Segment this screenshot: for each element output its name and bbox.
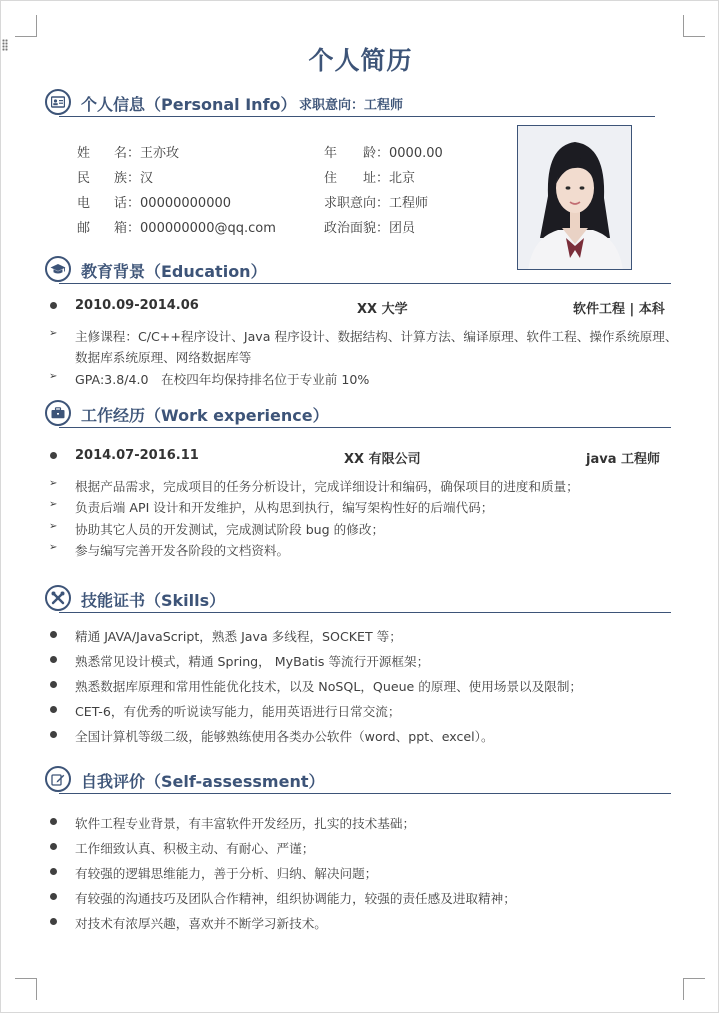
bullet-dot — [50, 631, 57, 638]
tools-icon — [45, 585, 71, 611]
section-title-education: 教育背景（Education） — [81, 262, 267, 281]
info-name: 姓 名：王亦玫 — [77, 146, 180, 161]
education-gpa: GPA:3.8/4.0 在校四年均保持排名位于专业前 10% — [75, 372, 370, 387]
skill-item: 精通 JAVA/JavaScript，熟悉 Java 多线程，SOCKET 等； — [75, 629, 402, 644]
work-item: 负责后端 API 设计和开发维护，从构思到执行，编写架构性好的后端代码； — [75, 500, 494, 515]
info-age: 年 龄：0000.00 — [324, 146, 443, 161]
info-ethnicity: 民 族：汉 — [77, 171, 154, 186]
info-phone: 电 话：00000000000 — [77, 196, 232, 211]
graduation-cap-icon — [45, 256, 71, 282]
education-degree: 软件工程 | 本科 — [573, 302, 665, 317]
work-date: 2014.07-2016.11 — [75, 448, 199, 463]
self-item: 软件工程专业背景，有丰富软件开发经历，扎实的技术基础； — [75, 816, 416, 831]
info-address: 住 址：北京 — [324, 171, 416, 186]
arrow-bullet-icon: ➢ — [49, 328, 58, 339]
bullet-dot — [50, 706, 57, 713]
bullet-dot — [50, 302, 57, 309]
arrow-bullet-icon: ➢ — [49, 371, 58, 382]
bullet-dot — [50, 731, 57, 738]
self-item: 工作细致认真、积极主动、有耐心、严谨； — [75, 841, 315, 856]
margin-corner-top-left — [15, 15, 37, 37]
work-position: java 工程师 — [586, 452, 661, 467]
arrow-bullet-icon: ➢ — [49, 521, 58, 532]
info-job-intent: 求职意向：工程师 — [324, 196, 429, 211]
bullet-dot — [50, 843, 57, 850]
margin-corner-top-right — [683, 15, 705, 37]
edit-icon — [45, 766, 71, 792]
education-date: 2010.09-2014.06 — [75, 298, 199, 313]
section-title-self: 自我评价（Self-assessment） — [81, 772, 325, 791]
section-personal-info — [45, 89, 671, 119]
section-education — [45, 256, 671, 286]
education-courses-line2: 数据库系统原理、网络数据库等 — [75, 350, 252, 365]
section-self-assessment — [45, 766, 671, 796]
arrow-bullet-icon: ➢ — [49, 542, 58, 553]
skill-item: 熟悉数据库原理和常用性能优化技术，以及 NoSQL，Queue 的原理、使用场景以及限制； — [75, 679, 583, 694]
resume-title: 个人简历 — [308, 46, 413, 75]
section-divider — [59, 793, 671, 794]
section-title-skills: 技能证书（Skills） — [81, 591, 226, 610]
arrow-bullet-icon: ➢ — [49, 478, 58, 489]
bullet-dot — [50, 818, 57, 825]
work-company: XX 有限公司 — [344, 452, 421, 467]
education-school: XX 大学 — [357, 302, 408, 317]
section-divider — [59, 116, 655, 117]
margin-corner-bottom-right — [683, 978, 705, 1000]
section-divider — [59, 427, 671, 428]
job-intent-heading: 求职意向：工程师 — [299, 98, 404, 113]
self-item: 对技术有浓厚兴趣，喜欢并不断学习新技术。 — [75, 916, 327, 931]
education-courses-line1: 主修课程：C/C++程序设计、Java 程序设计、数据结构、计算方法、编译原理、软件工程、操作系统原理、 — [75, 329, 678, 344]
section-title-work: 工作经历（Work experience） — [81, 406, 329, 425]
info-email: 邮 箱：000000000@qq.com — [77, 221, 276, 236]
section-divider — [59, 612, 671, 613]
bullet-dot — [50, 681, 57, 688]
margin-corner-bottom-left — [15, 978, 37, 1000]
section-work — [45, 400, 671, 430]
self-item: 有较强的逻辑思维能力，善于分析、归纳、解决问题； — [75, 866, 378, 881]
profile-photo — [517, 125, 632, 270]
skill-item: 熟悉常见设计模式，精通 Spring， MyBatis 等流行开源框架； — [75, 654, 430, 669]
bullet-dot — [50, 452, 57, 459]
skill-item: CET-6，有优秀的听说读写能力，能用英语进行日常交流； — [75, 704, 401, 719]
work-item: 协助其它人员的开发测试，完成测试阶段 bug 的修改； — [75, 522, 385, 537]
skill-item: 全国计算机等级二级，能够熟练使用各类办公软件（word、ppt、excel）。 — [75, 729, 494, 744]
id-card-icon — [45, 89, 71, 115]
bullet-dot — [50, 918, 57, 925]
arrow-bullet-icon: ➢ — [49, 499, 58, 510]
work-item: 根据产品需求，完成项目的任务分析设计，完成详细设计和编码，确保项目的进度和质量； — [75, 479, 579, 494]
bullet-dot — [50, 868, 57, 875]
bullet-dot — [50, 656, 57, 663]
info-political-status: 政治面貌：团员 — [324, 221, 416, 236]
bullet-dot — [50, 893, 57, 900]
self-item: 有较强的沟通技巧及团队合作精神，组织协调能力，较强的责任感及进取精神； — [75, 891, 516, 906]
work-item: 参与编写完善开发各阶段的文档资料。 — [75, 543, 290, 558]
section-title-personal: 个人信息（Personal Info） — [81, 95, 297, 114]
section-skills — [45, 585, 671, 615]
briefcase-icon — [45, 400, 71, 426]
section-divider — [59, 283, 671, 284]
